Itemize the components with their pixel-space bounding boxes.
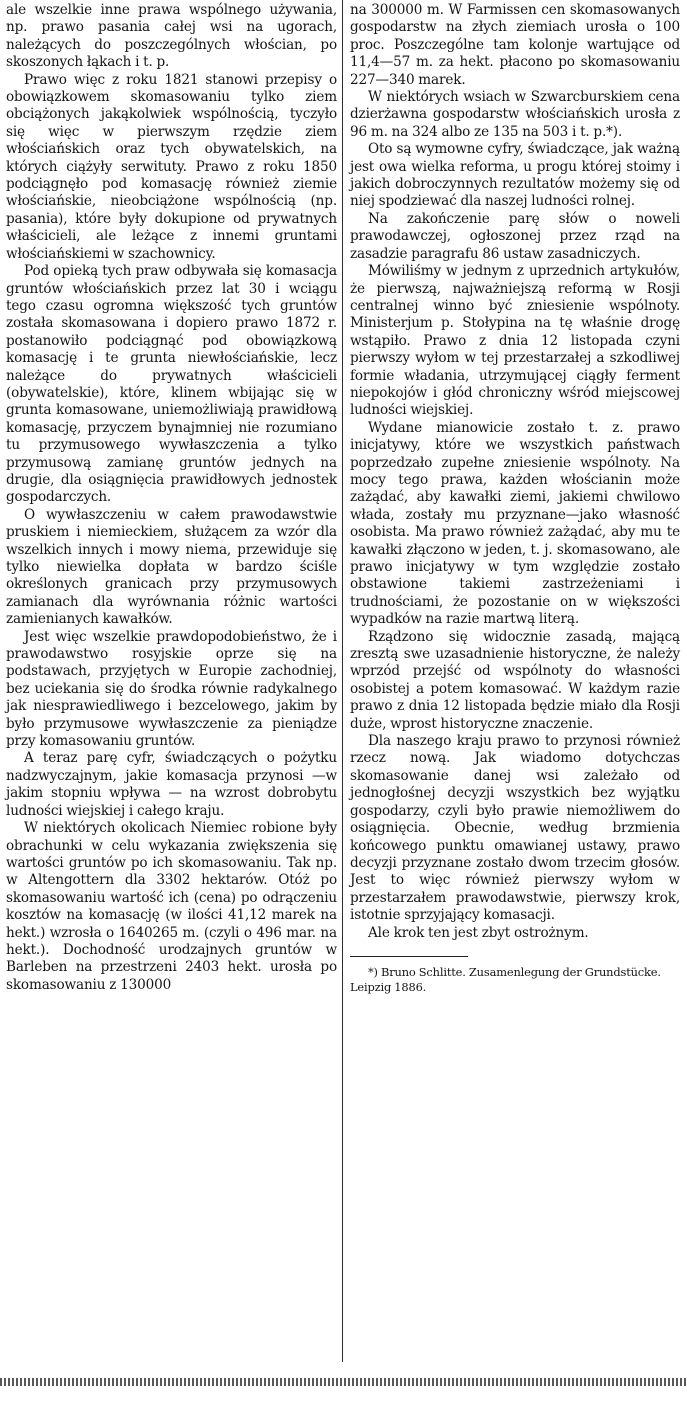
paragraph: Na zakończenie parę słów o noweli prawodawczej, ogłoszonej przez rząd na zasadzie paragrafu 86 ustaw zasadniczych. [350, 210, 680, 262]
right-column [350, 2, 680, 995]
paragraph: Wydane mianowicie zostało t. z. prawo inicjatywy, które we wszystkich państwach poprzedzało zupełne zniesienie wspólnoty. Na mocy tego prawa, każden włościanin może zażądać, aby kawałki ziemi, jakiemi chwilowo włada, zostały mu przyznane—jako własność osobista. Ma prawo również zażądać, aby mu te kawałki złączono w jeden, t. j. skomasowano, ale prawo inicjatywy w tym względzie zostało obstawione takiemi zastrzeżeniami i trudnościami, że pozostanie on w większości wypadków na razie martwą literą. [350, 419, 680, 628]
paragraph: Dla naszego kraju prawo to przynosi również rzecz nową. Jak wiadomo dotychczas skomasowanie danej wsi zależało od jednogłośnej decyzji wszystkich bez wyjątku gospodarzy, czyli było prawie niemożliwem do osiągnięcia. Obecnie, według brzmienia końcowego punktu omawianej ustawy, prawo decyzji przyznane zostało dwom trzecim głosów. Jest to więc również pierwszy wyłom w przestarzałem prawodawstwie, pierwszy krok, istotnie sprzyjający komasacji. [350, 733, 680, 924]
paragraph: Mówiliśmy w jednym z uprzednich artykułów, że pierwszą, najważniejszą reformą w Rosji centralnej winno być zniesienie wspólnoty. Ministerjum p. Stołypina na tę właśnie drogę wstąpiło. Prawo z dnia 12 listopada czyni pierwszy wyłom w tej przestarzałej a szkodliwej formie władania, utrzymującej ciągły ferment niepokojów i głód chroniczny wśród miejscowej ludności wiejskiej. [350, 263, 680, 419]
paragraph: W niektórych okolicach Niemiec robione były obrachunki w celu wykazania zwiększenia się wartości gruntów po ich skomasowaniu. Tak np. w Altengottern dla 3302 hektarów. Otóż po skomasowaniu wartość ich (cena) po odrączeniu kosztów na komasację (w ilości 41,12 marek na hekt.) wzrosła o 1640265 m. (czyli o 496 mar. na hekt.). Dochodność urodzajnych gruntów w Barleben na przestrzeni 2403 hekt. urosła po skomasowaniu z 130000 [6, 820, 337, 993]
footnote-divider [350, 956, 468, 957]
paragraph: Rządzono się widocznie zasadą, mającą zresztą swe uzasadnienie historyczne, że należy wprzód przejść od wspólnoty do własności osobistej a potem komasować. W każdym razie prawo z dnia 12 listopada będzie miało dla Rosji duże, wprost historyczne znaczenie. [350, 628, 680, 732]
paragraph: O wywłaszczeniu w całem prawodawstwie pruskiem i niemieckiem, służącem za wzór dla wszelkich innych i mowy niema, przewiduje się tylko niewielka dopłata w bardzo ściśle określonych granicach przy przymusowych zamianach dla wyrównania różnic wartości zamienianych kawałków. [6, 506, 337, 628]
column-divider [342, 0, 343, 1362]
paragraph: A teraz parę cyfr, świadczących o pożytku nadzwyczajnym, jakie komasacja przynosi —w jakim stopniu wpływa — na wzrost dobrobytu ludności wiejskiej i całego kraju. [6, 750, 337, 819]
page-bottom-border [0, 1378, 687, 1386]
paragraph: Jest więc wszelkie prawdopodobieństwo, że i prawodawstwo rosyjskie oprze się na podstawach, przyjętych w Europie zachodniej, bez uciekania się do środka równie radykalnego jak niesprawiedliwego i bezcelowego, jakim by było przymusowe wywłaszczenie za pieniądze przy komasowaniu gruntów. [6, 628, 337, 750]
paragraph: ale wszelkie inne prawa wspólnego używania, np. prawo pasania całej wsi na ugorach, należących do poszczególnych włościan, po skoszonych łąkach i t. p. [6, 2, 337, 71]
paragraph: na 300000 m. W Farmissen cen skomasowanych gospodarstw na złych ziemiach urosła o 100 proc. Poszczególne tam kolonje wartujące od 11,4—57 m. za hekt. płacono po skomasowaniu 227—340 marek. [350, 2, 680, 88]
footnote: *) Bruno Schlitte. Zusamenlegung der Grundstücke. Leipzig 1886. [350, 964, 661, 994]
paragraph: Ale krok ten jest zbyt ostrożnym. [368, 924, 589, 941]
paragraph: Pod opieką tych praw odbywała się komasacja gruntów włościańskich przez lat 30 i wciągu tego czasu ogromna większość tych gruntów została skomasowana i dopiero prawo 1872 r. postanowiło podciągnąć pod obowiązkową komasację i te grunta niewłościańskie, lecz należące do prywatnych właścicieli (obywatelskie), które, klinem wbijając się w grunta komasowane, uniemożliwiają prawidłową komasację, przyczem bynajmniej nie rozumiano tu przymusowego wywłaszczenia a tylko przymusową zamianę gruntów jednych na drugie, dla osiągnięcia prawidłowych jednostek gospodarczych. [6, 263, 337, 506]
paragraph: Oto są wymowne cyfry, świadczące, jak ważną jest owa wielka reforma, u progu której stoimy i jakich dobroczynnych rezultatów możemy się od niej spodziewać dla naszej ludności rolnej. [350, 141, 680, 210]
paragraph: Prawo więc z roku 1821 stanowi przepisy o obowiązkowem skomasowaniu tylko ziem obciążonych jakąkolwiek wspólnością, tyczyło się więc w pierwszym rzędzie ziem włościańskich oraz tych obywatelskich, na których ciążyły serwituty. Prawo z roku 1850 podciągnęło pod komasację również ziemie włościańskie, nieobciążone wspólnością (np. pasania), które były dokupione od prywatnych właścicieli, ale leżące z innemi gruntami włościańskiemi w szachownicy. [6, 71, 337, 262]
left-column [6, 2, 337, 994]
paragraph: W niektórych wsiach w Szwarcburskiem cena dzierżawna gospodarstw włościańskich urosła z 96 m. na 324 albo ze 135 na 503 i t. p.*). [350, 89, 680, 140]
